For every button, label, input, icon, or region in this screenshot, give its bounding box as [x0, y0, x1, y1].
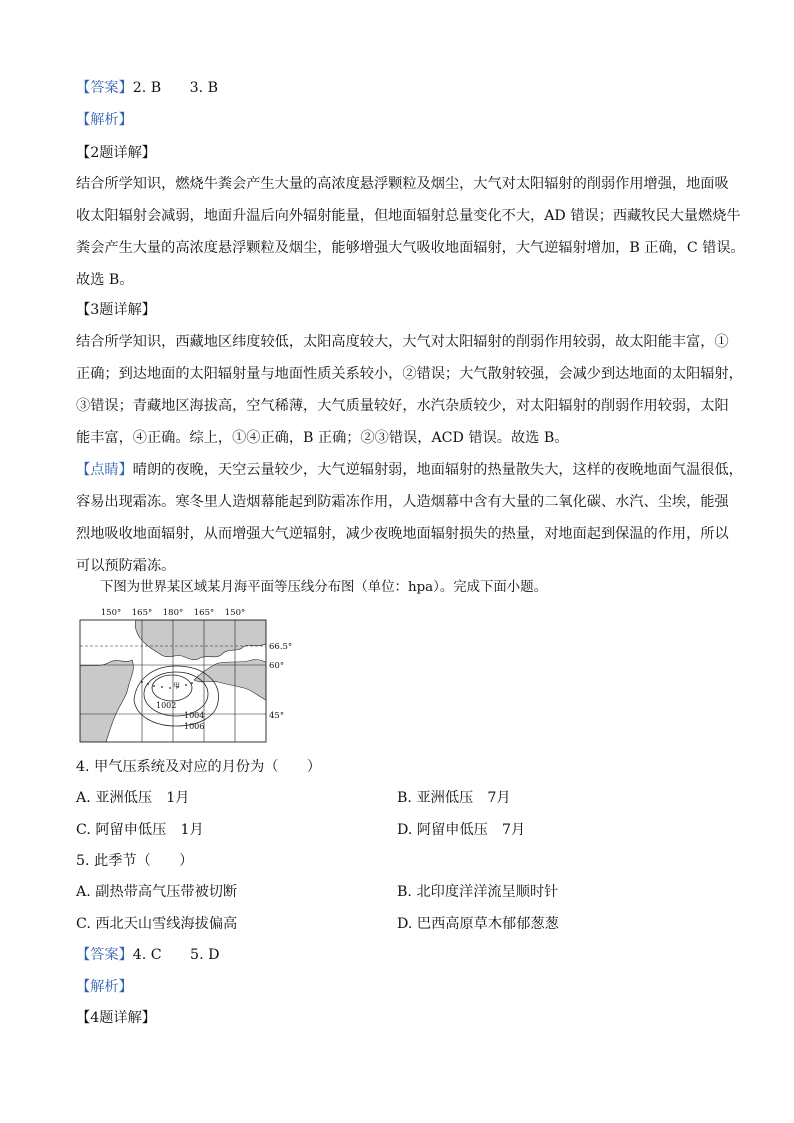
- lon-label-150w: 150°: [100, 608, 122, 618]
- lat-label-45: 45°: [269, 711, 285, 721]
- q3-line-3: ③错误；青藏地区海拔高，空气稀薄，大气质量较好，水汽杂质较少，对太阳辐射的削弱作用较弱，太阳: [76, 398, 729, 414]
- lat-label-66: 66.5°: [269, 642, 293, 652]
- answer-tag: 【答案】: [76, 80, 133, 96]
- tip-line-1: [76, 460, 743, 480]
- lon-label-165w: 165°: [193, 608, 215, 618]
- q2-line-4: 故选 B。: [76, 272, 134, 288]
- q5-option-b: B. 北印度洋洋流呈顺时针: [397, 884, 559, 900]
- answer-text: 2. B 3. B: [132, 80, 219, 96]
- tip-tag: 【点睛】: [76, 462, 133, 478]
- q2-line-1: 结合所学知识，燃烧牛粪会产生大量的高浓度悬浮颗粒及烟尘，大气对太阳辐射的削弱作用增强，地面吸: [76, 176, 729, 192]
- q5-option-c: C. 西北天山雪线海拔偏高: [76, 916, 238, 932]
- q5-option-a: A. 副热带高气压带被切断: [76, 884, 238, 900]
- tip-line-4: 可以预防霜冻。: [76, 558, 176, 574]
- analysis-tag-1: 【解析】: [76, 112, 133, 128]
- q4-detail-header: 【4题详解】: [76, 1010, 156, 1026]
- figure-caption: 下图为世界某区域某月海平面等压线分布图（单位：hpa）。完成下面小题。: [100, 580, 547, 595]
- q5-option-d: D. 巴西高原草木郁郁葱葱: [397, 916, 559, 932]
- analysis-tag-2: 【解析】: [76, 979, 133, 995]
- q4-stem: 4. 甲气压系统及对应的月份为（ ）: [76, 759, 322, 775]
- isobar-map: [76, 604, 296, 746]
- answer-tag-2: 【答案】: [76, 947, 133, 963]
- tip-line-3: 烈地吸收地面辐射，从而增强大气逆辐射，减少夜晚地面辐射损失的热量，对地面起到保温的作用，所以: [76, 526, 729, 542]
- q2-detail-header: 【2题详解】: [76, 145, 156, 161]
- answer-line-1: [76, 78, 218, 98]
- answer-line-2: [76, 945, 219, 965]
- isobar-label-1006: 1006: [184, 722, 205, 731]
- q2-line-3: 粪会产生大量的高浓度悬浮颗粒及烟尘，能够增强大气吸收地面辐射，大气逆辐射增加，B 正确，C 错误。: [76, 240, 745, 256]
- tip-line-2: 容易出现霜冻。寒冬里人造烟幕能起到防霜冻作用，人造烟幕中含有大量的二氧化碳、水汽、尘埃，能强: [76, 494, 729, 510]
- q3-detail-header: 【3题详解】: [76, 302, 156, 318]
- q4-option-c: C. 阿留申低压 1月: [76, 822, 204, 838]
- q4-option-a: A. 亚洲低压 1月: [76, 790, 190, 806]
- pressure-center-label: 甲: [173, 682, 180, 690]
- q4-option-b: B. 亚洲低压 7月: [397, 790, 511, 806]
- q3-line-1: 结合所学知识，西藏地区纬度较低，太阳高度较大，大气对太阳辐射的削弱作用较弱，故太阳能丰富，①: [76, 334, 729, 350]
- lon-label-150w2: 150°: [224, 608, 246, 618]
- q3-line-2: 正确；到达地面的太阳辐射量与地面性质关系较小，②错误；大气散射较强，会减少到达地面的太阳辐射，: [76, 366, 743, 382]
- q3-line-4: 能丰富，④正确。综上，①④正确，B 正确；②③错误，ACD 错误。故选 B。: [76, 430, 569, 446]
- answer-text-2: 4. C 5. D: [132, 947, 220, 963]
- q2-line-2: 收太阳辐射会减弱，地面升温后向外辐射能量，但地面辐射总量变化不大，AD 错误；西藏牧民大量燃烧牛: [76, 208, 741, 224]
- q4-option-d: D. 阿留申低压 7月: [397, 822, 526, 838]
- lon-label-165e: 165°: [131, 608, 153, 618]
- isobar-label-1004: 1004: [184, 711, 205, 720]
- q5-stem: 5. 此季节（ ）: [76, 853, 194, 869]
- tip-first: 晴朗的夜晚，天空云量较少，大气逆辐射弱，地面辐射的热量散失大，这样的夜晚地面气温很低，: [132, 462, 743, 478]
- lon-label-180: 180°: [162, 608, 184, 618]
- isobar-label-1002: 1002: [156, 701, 177, 710]
- lat-label-60: 60°: [269, 661, 285, 671]
